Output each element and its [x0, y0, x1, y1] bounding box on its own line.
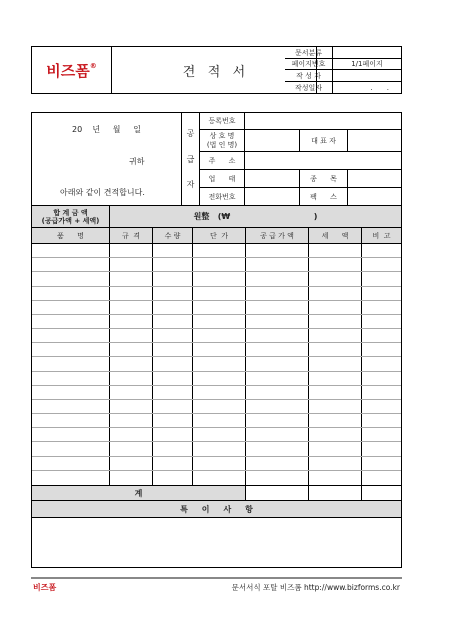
cell-unit-price[interactable]: [193, 357, 246, 370]
cell-unit-price[interactable]: [193, 301, 246, 314]
cell-supply-amount[interactable]: [246, 343, 309, 356]
meta-value[interactable]: 1/1페이지: [333, 59, 401, 70]
cell-spec[interactable]: [110, 315, 153, 328]
fax-field[interactable]: [348, 188, 401, 206]
items-table-body: [32, 244, 401, 485]
cell-spec[interactable]: [110, 329, 153, 342]
col-header-unit-price: 단 가: [193, 228, 246, 244]
doc-title: 견 적 서: [112, 47, 317, 93]
cell-unit-price[interactable]: [193, 372, 246, 385]
phone-field[interactable]: [245, 188, 300, 206]
table-row: [32, 343, 401, 357]
cell-spec[interactable]: [110, 428, 153, 441]
table-row: [32, 287, 401, 301]
cell-remarks[interactable]: [362, 357, 401, 370]
cell-unit-price[interactable]: [193, 315, 246, 328]
cell-tax[interactable]: [309, 287, 362, 300]
cell-qty[interactable]: [153, 272, 193, 285]
cell-qty[interactable]: [153, 414, 193, 427]
meta-label: 작 성 자: [285, 70, 333, 82]
table-row: [32, 372, 401, 386]
cell-tax[interactable]: [309, 272, 362, 285]
address-label: 주 소: [200, 152, 245, 170]
cell-qty[interactable]: [153, 386, 193, 399]
cell-tax[interactable]: [309, 457, 362, 470]
sum-remarks[interactable]: [362, 485, 401, 501]
meta-label: 문서분류: [285, 47, 333, 59]
intro-text: 아래와 같이 견적합니다.: [60, 188, 145, 197]
fax-label: 팩 스: [300, 188, 348, 206]
table-row: [32, 258, 401, 272]
cell-name[interactable]: [32, 414, 110, 427]
cell-spec[interactable]: [110, 386, 153, 399]
footer-rule: [31, 577, 402, 579]
cell-qty[interactable]: [153, 287, 193, 300]
cell-spec[interactable]: [110, 244, 153, 257]
cell-supply-amount[interactable]: [246, 329, 309, 342]
cell-supply-amount[interactable]: [246, 414, 309, 427]
cell-remarks[interactable]: [362, 386, 401, 399]
cell-name[interactable]: [32, 400, 110, 413]
cell-name[interactable]: [32, 244, 110, 257]
table-row: [32, 315, 401, 329]
cell-tax[interactable]: [309, 414, 362, 427]
cell-name[interactable]: [32, 258, 110, 271]
cell-remarks[interactable]: [362, 343, 401, 356]
table-row: [32, 272, 401, 286]
cell-name[interactable]: [32, 428, 110, 441]
bizforms-logo: 비즈폼: [46, 61, 90, 80]
cell-qty[interactable]: [153, 457, 193, 470]
cell-unit-price[interactable]: [193, 414, 246, 427]
cell-qty[interactable]: [153, 258, 193, 271]
cell-qty[interactable]: [153, 471, 193, 485]
cell-qty[interactable]: [153, 442, 193, 455]
col-header-remarks: 비 고: [362, 228, 401, 244]
cell-name[interactable]: [32, 357, 110, 370]
representative-label: 대 표 자: [300, 130, 348, 152]
cell-unit-price[interactable]: [193, 244, 246, 257]
registered-mark-icon: ®: [89, 62, 97, 70]
table-row: [32, 428, 401, 442]
cell-name[interactable]: [32, 287, 110, 300]
notes-field[interactable]: [32, 518, 401, 567]
supplier-grid: [200, 113, 401, 206]
cell-unit-price[interactable]: [193, 386, 246, 399]
cell-unit-price[interactable]: [193, 400, 246, 413]
col-header-supply-amount: 공 급 가 액: [246, 228, 309, 244]
cell-remarks[interactable]: [362, 372, 401, 385]
cell-unit-price[interactable]: [193, 258, 246, 271]
cell-remarks[interactable]: [362, 442, 401, 455]
cell-remarks[interactable]: [362, 471, 401, 485]
cell-remarks[interactable]: [362, 457, 401, 470]
cell-spec[interactable]: [110, 357, 153, 370]
meta-value[interactable]: [333, 70, 401, 82]
table-row: [32, 457, 401, 471]
cell-name[interactable]: [32, 329, 110, 342]
cell-remarks[interactable]: [362, 287, 401, 300]
cell-remarks[interactable]: [362, 244, 401, 257]
cell-unit-price[interactable]: [193, 442, 246, 455]
meta-value[interactable]: [333, 47, 401, 59]
total-amount[interactable]: 원整 (₩ ): [110, 206, 401, 228]
cell-spec[interactable]: [110, 287, 153, 300]
cell-supply-amount[interactable]: [246, 244, 309, 257]
business-label: 업 태: [200, 170, 245, 188]
sum-label: 계: [32, 485, 246, 501]
phone-label: 전화번호: [200, 188, 245, 206]
side-char: 공: [186, 128, 195, 138]
business-field[interactable]: [245, 170, 300, 188]
cell-tax[interactable]: [309, 329, 362, 342]
cell-tax[interactable]: [309, 301, 362, 314]
cell-name[interactable]: [32, 471, 110, 485]
cell-remarks[interactable]: [362, 329, 401, 342]
cell-remarks[interactable]: [362, 428, 401, 441]
table-row: [32, 414, 401, 428]
cell-supply-amount[interactable]: [246, 357, 309, 370]
cell-name[interactable]: [32, 343, 110, 356]
table-row: [32, 301, 401, 315]
cell-name[interactable]: [32, 372, 110, 385]
cell-supply-amount[interactable]: [246, 442, 309, 455]
total-label: 합 계 금 액 (공급가액 + 세액): [32, 206, 110, 228]
cell-tax[interactable]: [309, 428, 362, 441]
meta-rows: [285, 47, 401, 93]
cell-name[interactable]: [32, 442, 110, 455]
table-row: [32, 471, 401, 485]
company-field[interactable]: [245, 130, 300, 152]
cell-remarks[interactable]: [362, 301, 401, 314]
cell-spec[interactable]: [110, 272, 153, 285]
cell-qty[interactable]: [153, 357, 193, 370]
cell-tax[interactable]: [309, 315, 362, 328]
cell-name[interactable]: [32, 386, 110, 399]
cell-spec[interactable]: [110, 301, 153, 314]
cell-spec[interactable]: [110, 442, 153, 455]
cell-tax[interactable]: [309, 244, 362, 257]
cell-qty[interactable]: [153, 301, 193, 314]
reg-no-field[interactable]: [245, 113, 401, 130]
cell-qty[interactable]: [153, 372, 193, 385]
table-row: [32, 442, 401, 456]
sum-tax[interactable]: [309, 485, 362, 501]
cell-unit-price[interactable]: [193, 272, 246, 285]
supplier-side-label: [182, 113, 200, 206]
client-area: [32, 113, 182, 206]
meta-value[interactable]: . .: [370, 83, 395, 92]
cell-tax[interactable]: [309, 372, 362, 385]
cell-supply-amount[interactable]: [246, 457, 309, 470]
cell-spec[interactable]: [110, 372, 153, 385]
cell-supply-amount[interactable]: [246, 372, 309, 385]
company-label: 상 호 명 (법 인 명): [200, 130, 245, 152]
cell-spec[interactable]: [110, 414, 153, 427]
items-table-header: [32, 228, 401, 244]
table-row: [32, 357, 401, 371]
honorific-label: 귀하: [129, 157, 145, 166]
col-header-spec: 규 격: [110, 228, 153, 244]
cell-unit-price[interactable]: [193, 428, 246, 441]
footer-logo: 비즈폼: [33, 583, 57, 592]
cell-unit-price[interactable]: [193, 457, 246, 470]
cell-tax[interactable]: [309, 471, 362, 485]
table-row: [32, 400, 401, 414]
cell-remarks[interactable]: [362, 272, 401, 285]
cell-unit-price[interactable]: [193, 471, 246, 485]
cell-unit-price[interactable]: [193, 287, 246, 300]
table-row: [32, 329, 401, 343]
col-header-qty: 수 량: [153, 228, 193, 244]
cell-supply-amount[interactable]: [246, 386, 309, 399]
cell-supply-amount[interactable]: [246, 428, 309, 441]
footer-text[interactable]: 문서서식 포탈 비즈폼 http://www.bizforms.co.kr: [231, 583, 400, 592]
cell-supply-amount[interactable]: [246, 301, 309, 314]
cell-spec[interactable]: [110, 471, 153, 485]
cell-supply-amount[interactable]: [246, 471, 309, 485]
side-char: 급: [186, 154, 195, 164]
cell-remarks[interactable]: [362, 315, 401, 328]
cell-remarks[interactable]: [362, 258, 401, 271]
cell-supply-amount[interactable]: [246, 287, 309, 300]
footer: [31, 581, 402, 595]
item-label: 종 목: [300, 170, 348, 188]
col-header-tax: 세 액: [309, 228, 362, 244]
cell-supply-amount[interactable]: [246, 315, 309, 328]
cell-unit-price[interactable]: [193, 343, 246, 356]
cell-tax[interactable]: [309, 357, 362, 370]
cell-supply-amount[interactable]: [246, 258, 309, 271]
logo-cell: [32, 47, 112, 93]
cell-name[interactable]: [32, 457, 110, 470]
cell-tax[interactable]: [309, 400, 362, 413]
item-field[interactable]: [348, 170, 401, 188]
cell-supply-amount[interactable]: [246, 272, 309, 285]
cell-spec[interactable]: [110, 400, 153, 413]
cell-supply-amount[interactable]: [246, 400, 309, 413]
address-field[interactable]: [245, 152, 401, 170]
cell-remarks[interactable]: [362, 414, 401, 427]
cell-unit-price[interactable]: [193, 329, 246, 342]
reg-no-label: 등록번호: [200, 113, 245, 130]
cell-name[interactable]: [32, 301, 110, 314]
col-header-name: 품 명: [32, 228, 110, 244]
cell-qty[interactable]: [153, 400, 193, 413]
cell-tax[interactable]: [309, 258, 362, 271]
meta-label: 페이지번호: [285, 59, 333, 70]
cell-spec[interactable]: [110, 343, 153, 356]
cell-name[interactable]: [32, 315, 110, 328]
cell-qty[interactable]: [153, 343, 193, 356]
representative-field[interactable]: [348, 130, 401, 152]
side-char: 자: [186, 180, 195, 190]
cell-spec[interactable]: [110, 457, 153, 470]
cell-tax[interactable]: [309, 343, 362, 356]
cell-name[interactable]: [32, 272, 110, 285]
notes-label: 특 이 사 항: [32, 501, 401, 518]
cell-qty[interactable]: [153, 428, 193, 441]
cell-qty[interactable]: [153, 244, 193, 257]
sum-supply-amount[interactable]: [246, 485, 309, 501]
cell-remarks[interactable]: [362, 400, 401, 413]
cell-spec[interactable]: [110, 258, 153, 271]
quote-date[interactable]: 20 년 월 일: [72, 125, 141, 134]
cell-tax[interactable]: [309, 442, 362, 455]
cell-tax[interactable]: [309, 386, 362, 399]
meta-label: 작성일자: [285, 82, 333, 93]
cell-qty[interactable]: [153, 315, 193, 328]
cell-qty[interactable]: [153, 329, 193, 342]
table-row: [32, 244, 401, 258]
table-row: [32, 386, 401, 400]
